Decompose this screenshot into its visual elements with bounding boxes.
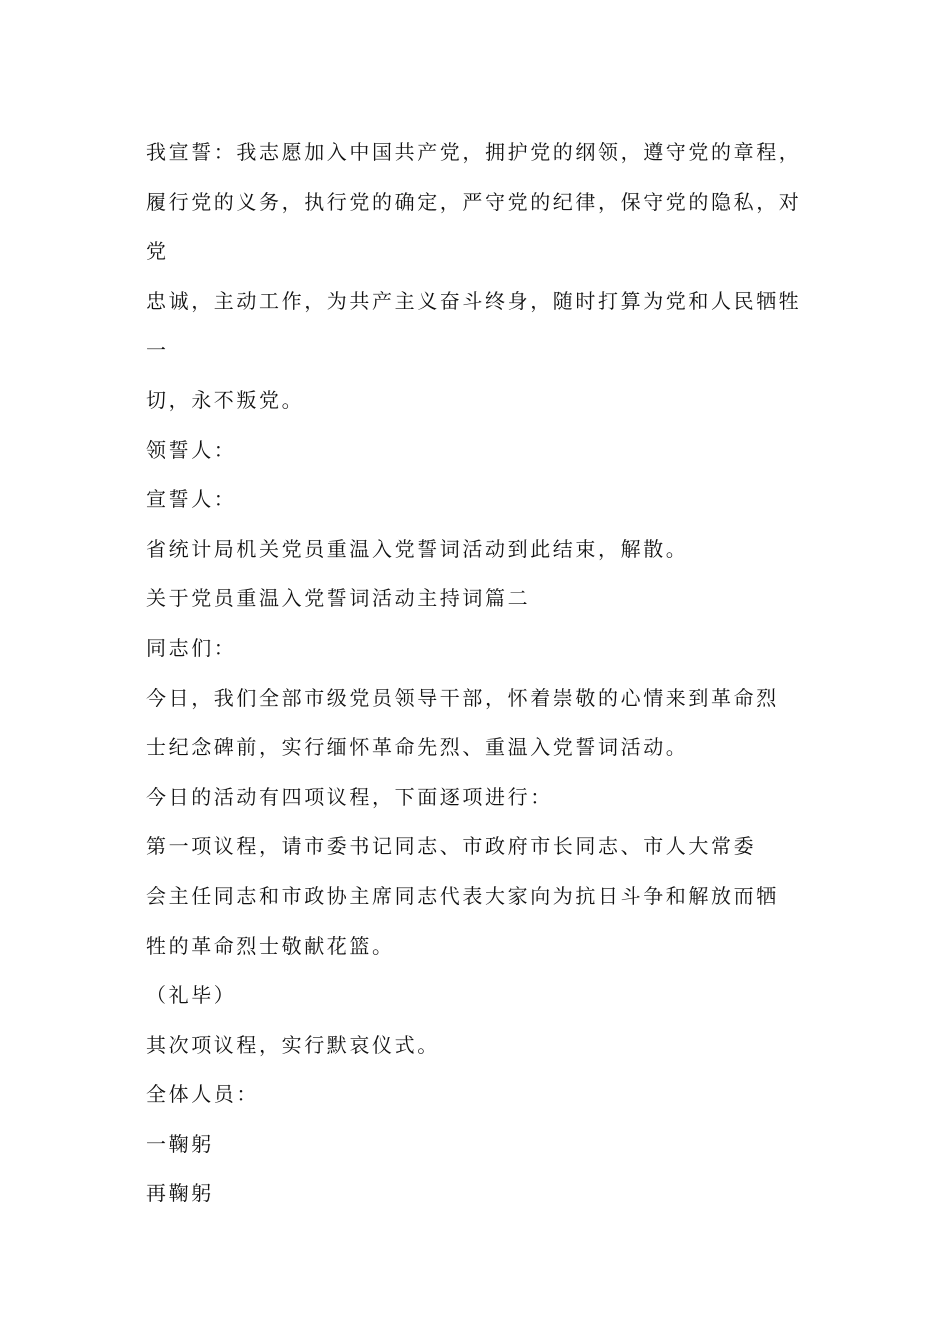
- second-bow: 再鞠躬: [146, 1181, 214, 1206]
- activity-end-paragraph: 省统计局机关党员重温入党誓词活动到此结束，解散。: [146, 536, 689, 561]
- first-bow: 一鞠躬: [146, 1131, 214, 1156]
- oath-line-6: 切，永不叛党。: [146, 387, 305, 412]
- document-body: [146, 139, 826, 1230]
- oath-taker-label: 宣誓人：: [146, 487, 237, 512]
- intro-paragraph-line-1: 今日，我们全部市级党员领导干部，怀着崇敬的心情来到革命烈: [146, 685, 779, 710]
- agenda-intro: 今日的活动有四项议程，下面逐项进行：: [146, 784, 553, 809]
- salutation: 同志们：: [146, 635, 237, 660]
- intro-paragraph-line-2: 士纪念碑前，实行缅怀革命先烈、重温入党誓词活动。: [146, 735, 689, 760]
- section-heading: 关于党员重温入党誓词活动主持词篇二: [146, 586, 531, 611]
- oath-line-1: 我宣誓：我志愿加入中国共产党，拥护党的纲领，遵守党的章程，: [146, 140, 802, 164]
- all-personnel-label: 全体人员：: [146, 1082, 259, 1107]
- agenda-item-1-line-3: 牲的革命烈士敬献花篮。: [146, 933, 395, 958]
- oath-line-2: 履行党的义务，执行党的确定，严守党的纪律，保守党的隐私，对: [146, 189, 802, 214]
- agenda-item-1-line-2: 会主任同志和市政协主席同志代表大家向为抗日斗争和解放而牺: [146, 883, 779, 908]
- oath-line-3: 党: [146, 239, 169, 264]
- oath-line-5: 一: [146, 338, 169, 363]
- agenda-item-1-line-1: 第一项议程，请市委书记同志、市政府市长同志、市人大常委: [146, 834, 757, 859]
- ceremony-note: （礼毕）: [146, 983, 237, 1008]
- oath-line-4: 忠诚，主动工作，为共产主义奋斗终身，随时打算为党和人民牺牲: [146, 288, 802, 313]
- oath-leader-label: 领誓人：: [146, 437, 237, 462]
- agenda-item-2: 其次项议程，实行默哀仪式。: [146, 1032, 440, 1057]
